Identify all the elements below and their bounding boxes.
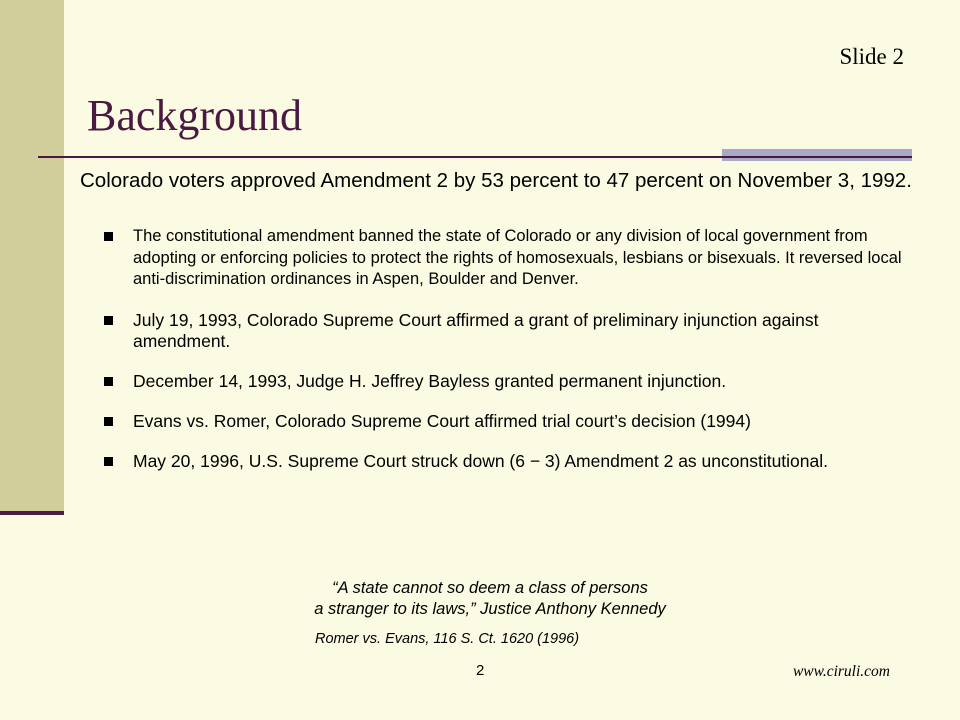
title-rule-accent [722,149,912,161]
page-number: 2 [476,662,485,679]
site-url: www.ciruli.com [792,663,890,680]
bullet-item: July 19, 1993, Colorado Supreme Court affirmed a grant of preliminary injunction against amendment. [104,310,904,352]
bullet-item: Evans vs. Romer, Colorado Supreme Court affirmed trial court’s decision (1994) [104,411,904,432]
slide-label: Slide 2 [839,44,904,69]
citation: Romer vs. Evans, 116 S. Ct. 1620 (1996) [315,631,580,647]
quote [240,578,740,620]
bullet-item: December 14, 1993, Judge H. Jeffrey Bayless granted permanent injunction. [104,371,904,392]
quote-line: a stranger to its laws,” Justice Anthony Kennedy [314,600,666,618]
bullet-list [104,226,904,472]
quote-line: “A state cannot so deem a class of persons [332,579,648,597]
title-rule [38,156,912,158]
intro-text: Colorado voters approved Amendment 2 by 53 percent to 47 percent on November 3, 1992. [80,169,912,192]
bullet-item: May 20, 1996, U.S. Supreme Court struck down (6 − 3) Amendment 2 as unconstitutional. [104,451,904,472]
bullet-item: The constitutional amendment banned the state of Colorado or any division of local government from adopting or enforcing policies to protect the rights of homosexuals, lesbians or bisexuals. It reversed local anti-discrimination ordinances in Aspen, Boulder and Denver. [104,226,904,291]
slide-title: Background [87,91,303,140]
left-band-cap [0,511,64,515]
left-decorative-band [0,0,64,511]
